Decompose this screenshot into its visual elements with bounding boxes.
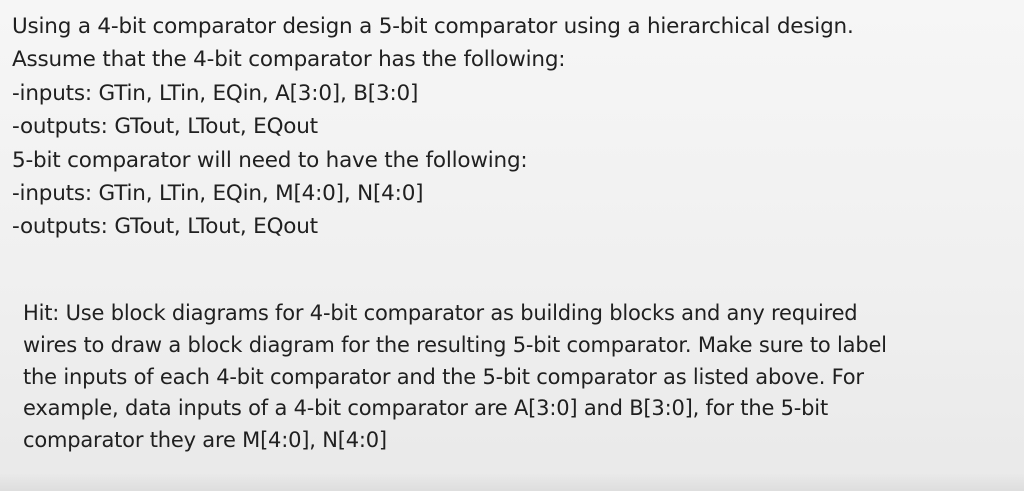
hint-paragraph <box>23 298 1013 457</box>
problem-line-5: 5-bit comparator will need to have the following: <box>12 147 528 173</box>
hint-line-2: wires to draw a block diagram for the resulting 5-bit comparator. Make sure to label <box>23 332 887 357</box>
problem-line-4: -outputs: GTout, LTout, EQout <box>12 114 318 140</box>
problem-line-3: -inputs: GTin, LTin, EQin, A[3:0], B[3:0] <box>12 80 419 106</box>
hint-line-5: comparator they are M[4:0], N[4:0] <box>23 428 387 453</box>
problem-line-2: Assume that the 4-bit comparator has the following: <box>12 47 566 73</box>
problem-line-6: -inputs: GTin, LTin, EQin, M[4:0], N[4:0] <box>12 181 424 207</box>
problem-statement <box>12 10 1012 244</box>
bottom-edge-shadow <box>0 473 1024 491</box>
hint-line-4: example, data inputs of a 4-bit comparator are A[3:0] and B[3:0], for the 5-bit <box>23 396 828 421</box>
hint-line-3: the inputs of each 4-bit comparator and the 5-bit comparator as listed above. For <box>23 364 864 389</box>
problem-line-7: -outputs: GTout, LTout, EQout <box>12 214 318 240</box>
problem-line-1: Using a 4-bit comparator design a 5-bit comparator using a hierarchical design. <box>12 14 854 39</box>
hint-line-1: Hit: Use block diagrams for 4-bit comparator as building blocks and any required <box>23 301 858 325</box>
